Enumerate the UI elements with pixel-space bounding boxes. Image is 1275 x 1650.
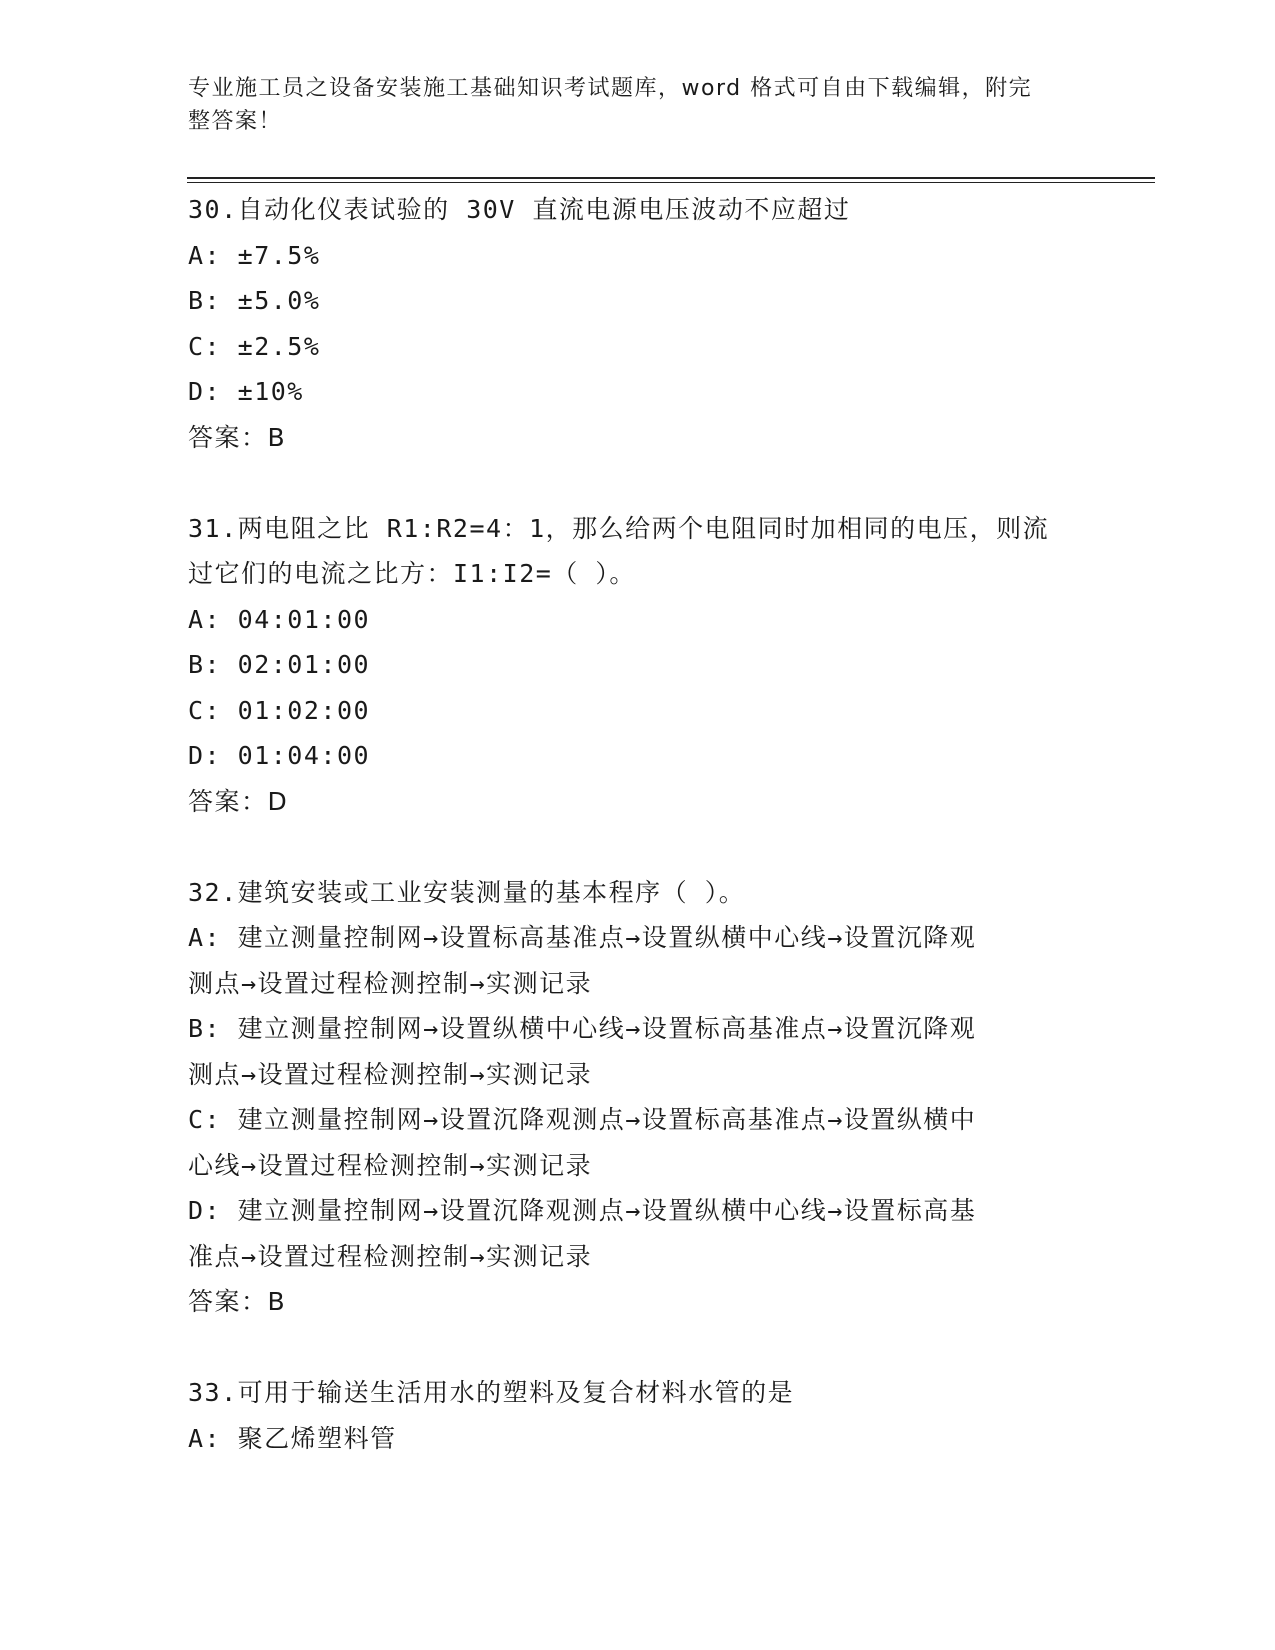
option-line: 心线→设置过程检测控制→实测记录 [188, 1150, 593, 1180]
answer-line: 答案：D [188, 786, 289, 816]
option-line: A: 建立测量控制网→设置标高基准点→设置纵横中心线→设置沉降观 [188, 923, 977, 952]
option-line: B: 02:01:00 [188, 650, 371, 679]
header-divider-thin [187, 182, 1155, 183]
option-line: B: ±5.0% [188, 286, 321, 315]
option-line: D: 建立测量控制网→设置沉降观测点→设置纵横中心线→设置标高基 [188, 1196, 977, 1225]
question-stem-line: 30.自动化仪表试验的 30V 直流电源电压波动不应超过 [188, 195, 851, 224]
question-item [188, 506, 1088, 825]
document-header [188, 72, 1068, 138]
question-list [188, 187, 1088, 1507]
option-line: 准点→设置过程检测控制→实测记录 [188, 1241, 593, 1271]
question-stem-line: 32.建筑安装或工业安装测量的基本程序（ ）。 [188, 877, 746, 907]
header-line-1: 专业施工员之设备安装施工基础知识考试题库，word 格式可自由下载编辑，附完 [188, 76, 1033, 101]
question-stem-line: 过它们的电流之比方：I1:I2=（ ）。 [188, 559, 636, 588]
option-line: A: ±7.5% [188, 240, 321, 270]
question-item [188, 870, 1088, 1325]
question-item [188, 187, 1088, 460]
option-line: 测点→设置过程检测控制→实测记录 [188, 1059, 593, 1089]
question-item [188, 1370, 1088, 1461]
option-line: A: 04:01:00 [188, 604, 371, 634]
question-stem-line: 33.可用于输送生活用水的塑料及复合材料水管的是 [188, 1378, 795, 1407]
option-line: D: 01:04:00 [188, 741, 371, 770]
option-line: B: 建立测量控制网→设置纵横中心线→设置标高基准点→设置沉降观 [188, 1014, 977, 1043]
answer-line: 答案：B [188, 422, 287, 452]
answer-line: 答案：B [188, 1287, 287, 1316]
option-line: D: ±10% [188, 377, 304, 406]
question-stem-line: 31.两电阻之比 R1:R2=4：1，那么给两个电阻同时加相同的电压，则流 [188, 513, 1050, 543]
option-line: 测点→设置过程检测控制→实测记录 [188, 968, 593, 998]
header-line-2: 整答案！ [188, 109, 283, 134]
option-line: C: 建立测量控制网→设置沉降观测点→设置标高基准点→设置纵横中 [188, 1105, 977, 1134]
option-line: C: ±2.5% [188, 331, 321, 361]
option-line: A: 聚乙烯塑料管 [188, 1423, 397, 1453]
option-line: C: 01:02:00 [188, 695, 371, 725]
header-divider-thick [187, 177, 1155, 179]
